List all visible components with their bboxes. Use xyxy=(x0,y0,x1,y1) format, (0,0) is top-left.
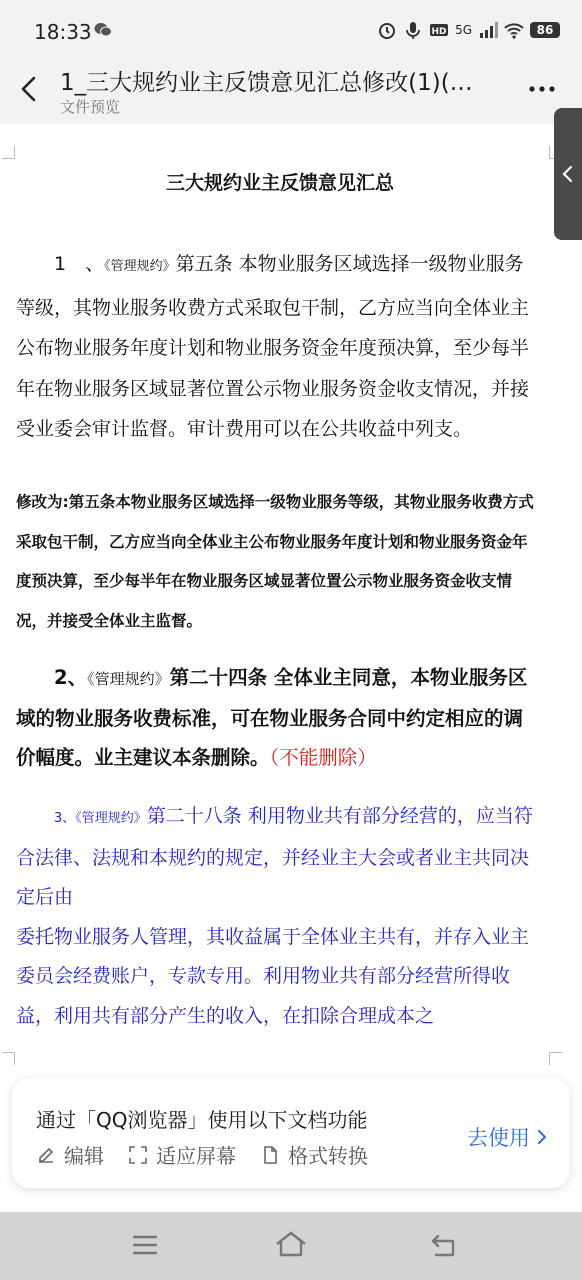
go-use-label: 去使用 xyxy=(467,1126,530,1150)
document-heading: 三大规约业主反馈意见汇总 xyxy=(165,172,394,194)
item-number: 2、 xyxy=(54,666,88,689)
chevron-right-icon xyxy=(536,1128,548,1146)
qq-browser-banner[interactable] xyxy=(12,1078,570,1188)
rule-reference: 《管理规约》 xyxy=(75,811,147,826)
paragraph-line xyxy=(16,805,147,827)
edit-icon xyxy=(36,1145,56,1165)
paragraph-text: 第二十四条 全体业主同意，本物业服务区域的物业服务收费标准，可在物业服务合同中约定相应的调价幅度。业主建议本条删除。 xyxy=(16,666,528,769)
paragraph-3 xyxy=(16,797,540,1036)
microphone-icon xyxy=(403,20,423,40)
feature-list xyxy=(36,1140,368,1169)
status-icons xyxy=(377,20,560,40)
rule-reference: 《管理规约》 xyxy=(104,259,176,274)
back-arrow-icon[interactable] xyxy=(16,74,42,104)
page-corner-mark xyxy=(549,1052,562,1065)
battery-indicator: 86 xyxy=(530,22,560,38)
wechat-icon xyxy=(94,22,112,38)
paragraph-text: 第五条 本物业服务区域选择一级物业服务等级，其物业服务收费方式采取包干制，乙方应当向全体业主公布物业服务年度计划和物业服务资金年度预决算，至少每半年在物业服务区域显著位置公示物业服务资金收支情况，并接受业委会审计监督。审计费用可以在公共收益中列支。 xyxy=(16,253,530,440)
fit-screen-icon xyxy=(128,1145,148,1165)
paragraph-revision: 修改为:第五条本物业服务区域选择一级物业服务等级，其物业服务收费方式采取包干制，乙方应当向全体业主公布物业服务年度计划和物业服务资金年度预决算，至少每半年在物业服务区域显著位置公示物业服务资金收支情况，并接受全体业主监督。 xyxy=(16,493,534,630)
paragraph-text: 委托物业服务人管理，其收益属于全体业主共有，并存入业主委员会经费账户，专款专用。利用物业共有部分经营所得收益，利用共有部分产生的收入，在扣除合理成本之 xyxy=(16,925,530,1027)
feature-fit-screen[interactable] xyxy=(128,1140,236,1169)
banner-title: 通过「QQ浏览器」使用以下文档功能 xyxy=(36,1108,368,1132)
hd-icon xyxy=(429,20,449,40)
paragraph-text: 第二十八条 利用物业共有部分经营的，应当符合法律、法规和本规约的规定，并经业主大会或者业主共同决定后由 xyxy=(16,805,533,908)
back-icon[interactable] xyxy=(430,1232,460,1258)
recent-apps-icon[interactable] xyxy=(132,1234,158,1256)
more-options-icon[interactable] xyxy=(528,82,556,96)
item-number: 1 、 xyxy=(54,253,105,275)
item-number: 3、 xyxy=(54,811,76,826)
go-use-button[interactable] xyxy=(467,1122,548,1152)
app-header xyxy=(0,62,582,124)
signal-icon xyxy=(478,20,498,40)
objection-note: （不能删除） xyxy=(269,746,377,769)
home-icon[interactable] xyxy=(274,1230,308,1258)
feature-label: 格式转换 xyxy=(288,1144,368,1168)
feature-label: 适应屏幕 xyxy=(156,1144,236,1168)
page-corner-mark xyxy=(2,1052,15,1065)
document-subtitle: 文件预览 xyxy=(60,98,121,116)
chevron-left-icon xyxy=(560,164,576,184)
page-corner-mark xyxy=(2,146,15,159)
system-nav-bar xyxy=(0,1212,582,1280)
feature-format-convert[interactable] xyxy=(260,1140,368,1169)
paragraph-2 xyxy=(16,658,540,777)
feature-label: 编辑 xyxy=(64,1144,104,1168)
alarm-icon xyxy=(377,20,397,40)
document-icon xyxy=(260,1145,280,1165)
network-type: 5G xyxy=(455,23,472,37)
svg-text:HD: HD xyxy=(431,27,447,37)
document-title: 1_三大规约业主反馈意见汇总修改(1)(… xyxy=(60,70,473,96)
status-bar xyxy=(0,0,582,62)
status-time: 18:33 xyxy=(34,20,92,44)
feature-edit[interactable] xyxy=(36,1140,104,1169)
paragraph-1 xyxy=(16,244,540,450)
wifi-icon xyxy=(504,20,524,40)
rule-reference: 《管理规约》 xyxy=(87,670,170,688)
